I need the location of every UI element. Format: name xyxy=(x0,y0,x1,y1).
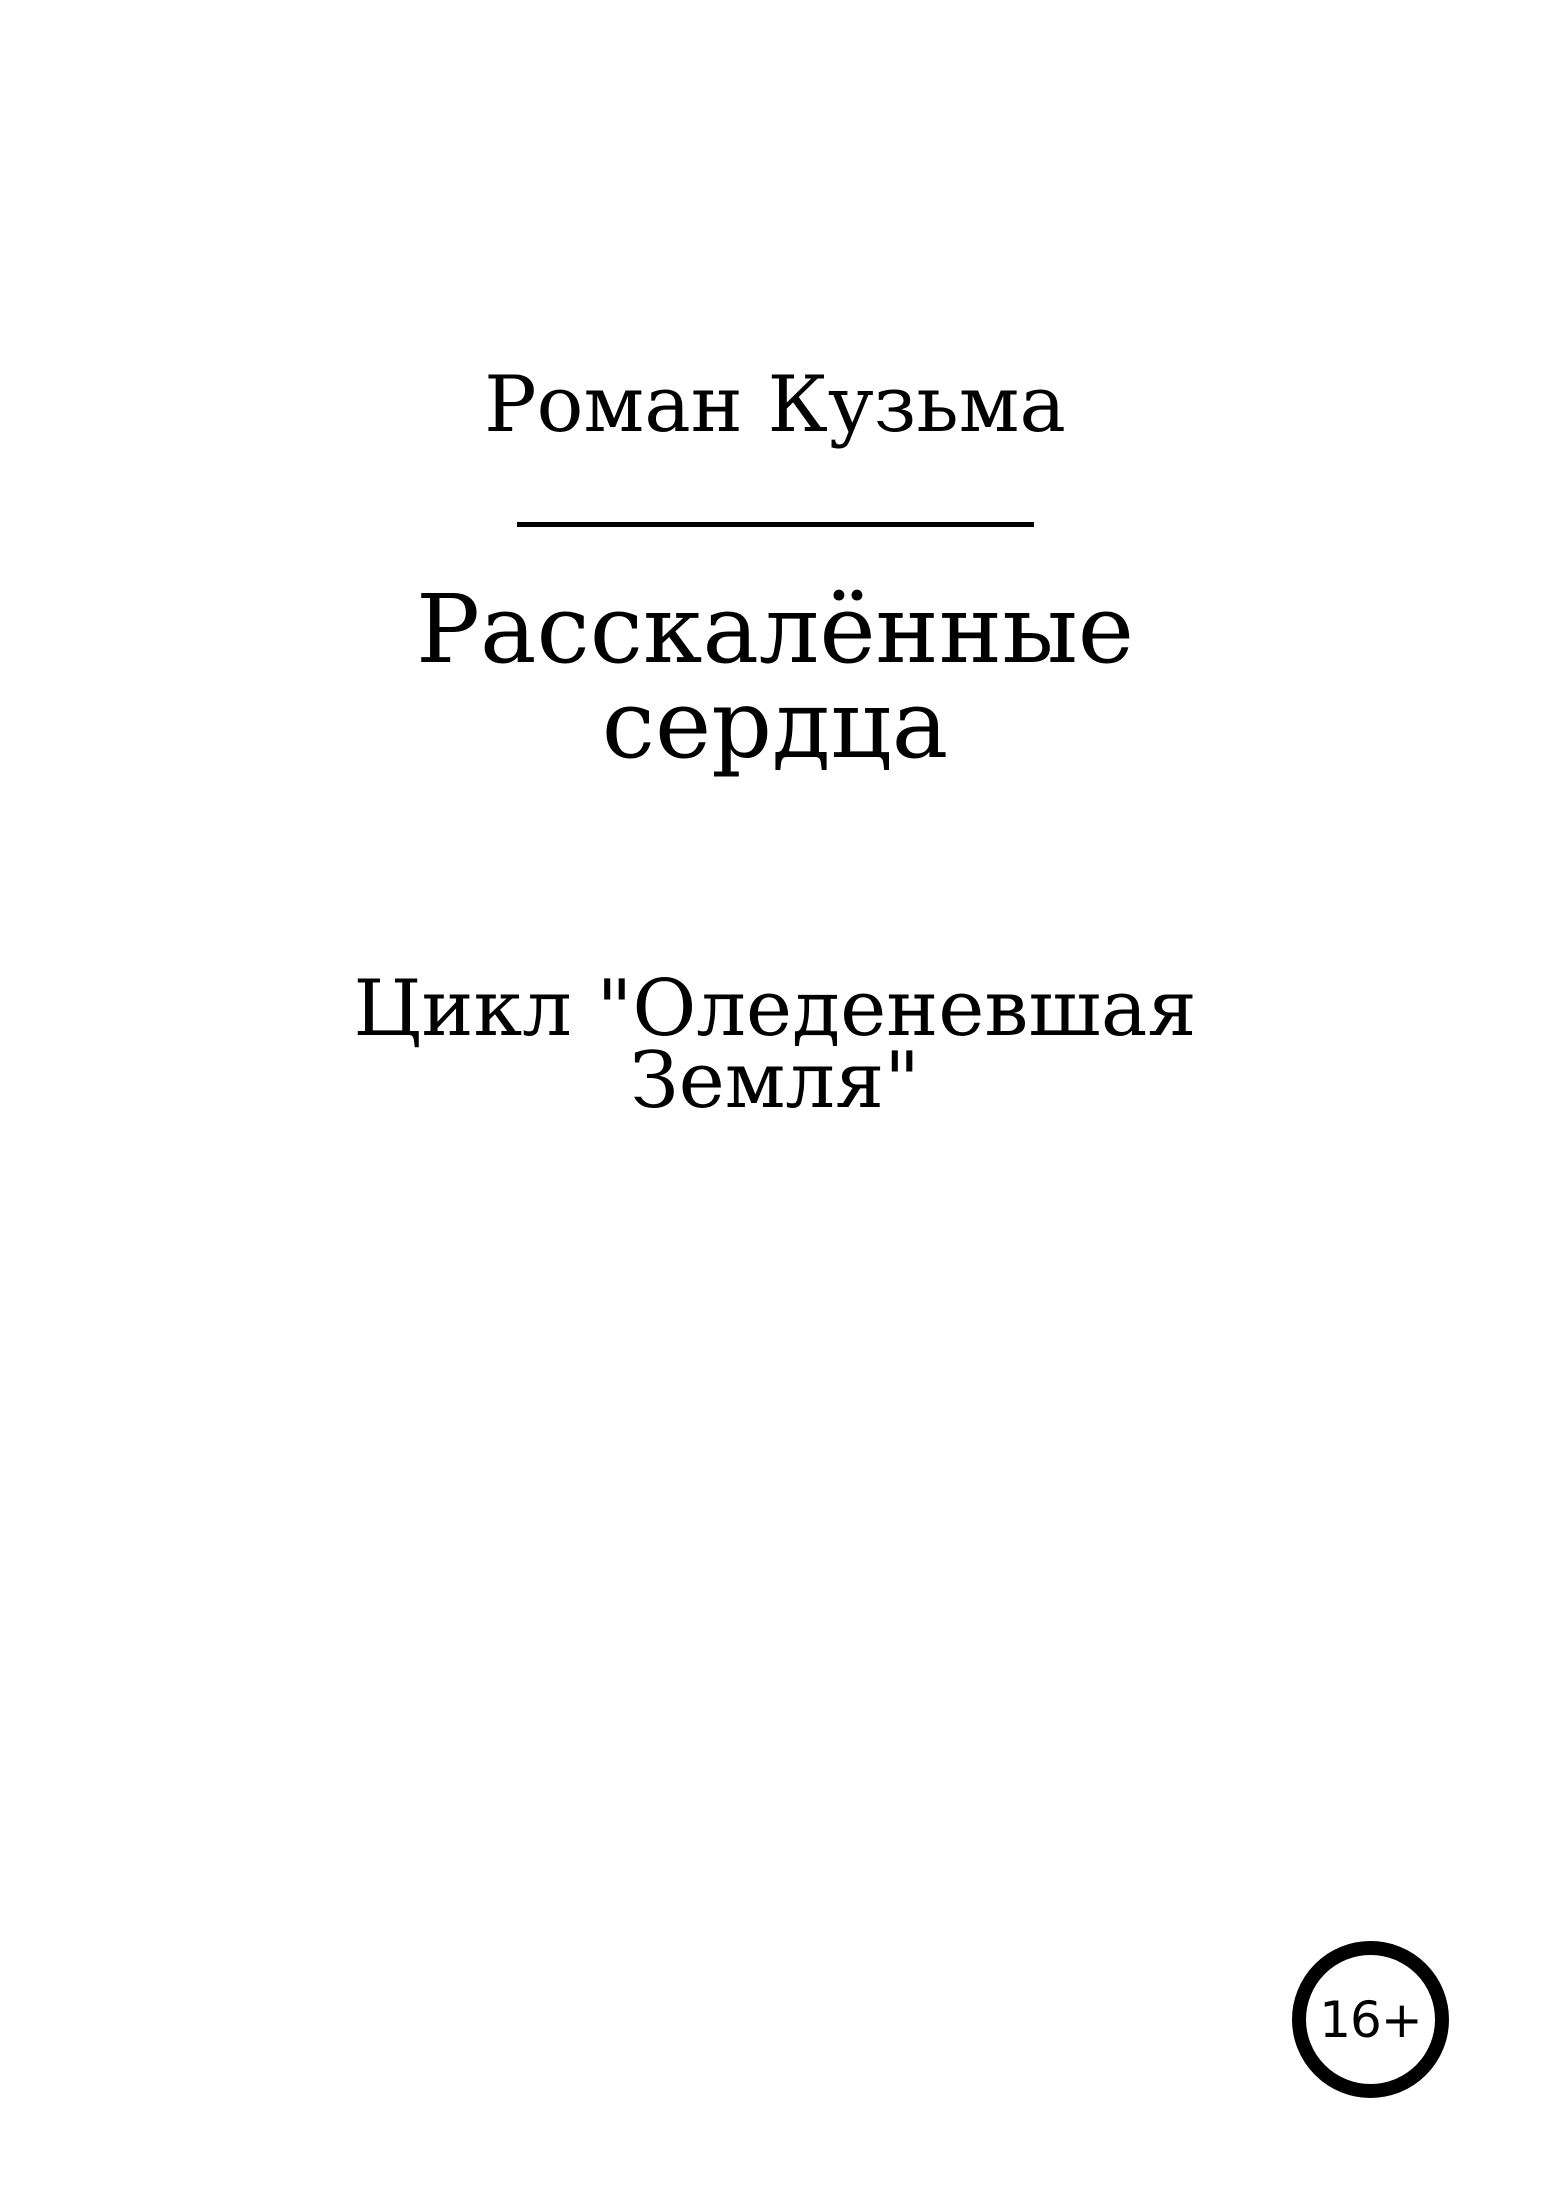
book-title xyxy=(0,575,1550,780)
title-line-1: Расскалённые xyxy=(415,575,1135,685)
divider-line xyxy=(517,522,1034,527)
title-line-2: сердца xyxy=(601,670,949,780)
series-line-1: Цикл "Оледеневшая xyxy=(353,964,1197,1054)
series-name xyxy=(0,964,1550,1126)
age-rating-badge xyxy=(1292,1941,1449,2098)
author-name: Роман Кузьма xyxy=(484,360,1066,450)
series-line-2: Земля" xyxy=(629,1036,921,1126)
age-rating-label: 16+ xyxy=(1319,1990,1422,2049)
